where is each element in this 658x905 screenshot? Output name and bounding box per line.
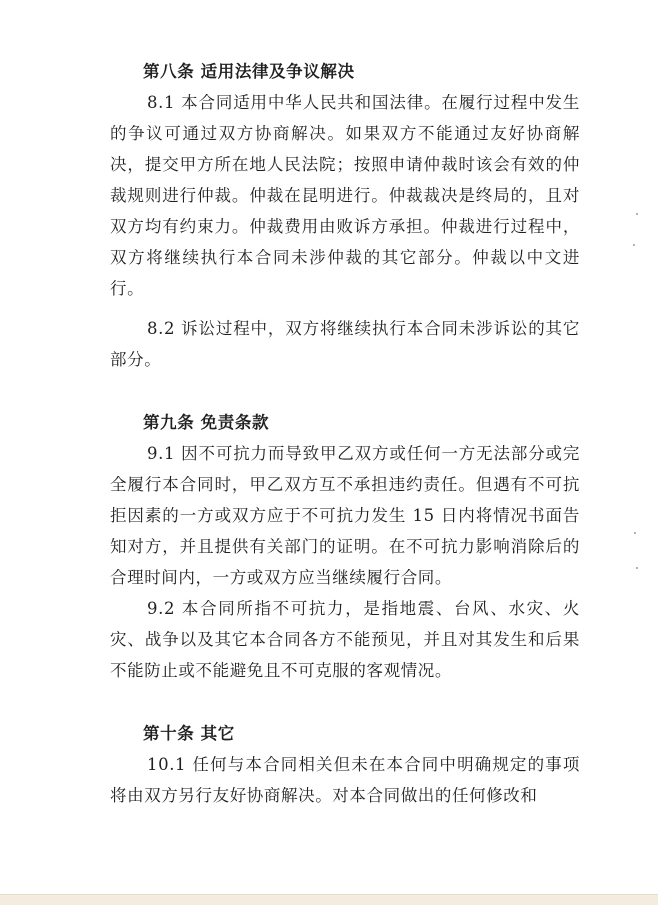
scan-speck <box>633 244 635 246</box>
section-9-heading: 第九条 免责条款 <box>143 413 270 432</box>
scan-speck <box>634 532 636 534</box>
scan-speck <box>636 213 638 215</box>
section-10-heading: 第十条 其它 <box>143 724 235 743</box>
clause-10-1: 10.1 任何与本合同相关但未在本合同中明确规定的事项将由双方另行友好协商解决。对本合同做出的任何修改和 <box>110 755 580 805</box>
clause-8-1: 8.1 本合同适用中华人民共和国法律。在履行过程中发生的争议可通过双方协商解决。如果双方不能通过友好协商解决，提交甲方所在地人民法院；按照申请仲裁时该会有效的仲裁规则进行仲裁。仲裁在昆明进行。仲裁裁决是终局的，且对双方均有约束力。仲裁费用由败诉方承担。仲裁进行过程中，双方将继续执行本合同未涉仲裁的其它部分。仲裁以中文进行。 <box>110 93 580 298</box>
clause-9-1: 9.1 因不可抗力而导致甲乙双方或任何一方无法部分或完全履行本合同时，甲乙双方互不承担违约责任。但遇有不可抗拒因素的一方或双方应于不可抗力发生 15 日内将情况书面告知对方，并且提供有关部门的证明。在不可抗力影响消除后的合理时间内，一方或双方应当继续履行合同。 <box>110 444 580 587</box>
clause-8-2: 8.2 诉讼过程中，双方将继续执行本合同未涉诉讼的其它部分。 <box>110 319 580 369</box>
document-body <box>110 56 580 811</box>
section-8-heading: 第八条 适用法律及争议解决 <box>143 62 355 81</box>
page-bottom-edge <box>0 894 658 905</box>
scan-speck <box>636 567 638 569</box>
clause-9-2: 9.2 本合同所指不可抗力，是指地震、台风、水灾、火灾、战争以及其它本合同各方不能预见，并且对其发生和后果不能防止或不能避免且不可克服的客观情况。 <box>110 599 580 680</box>
